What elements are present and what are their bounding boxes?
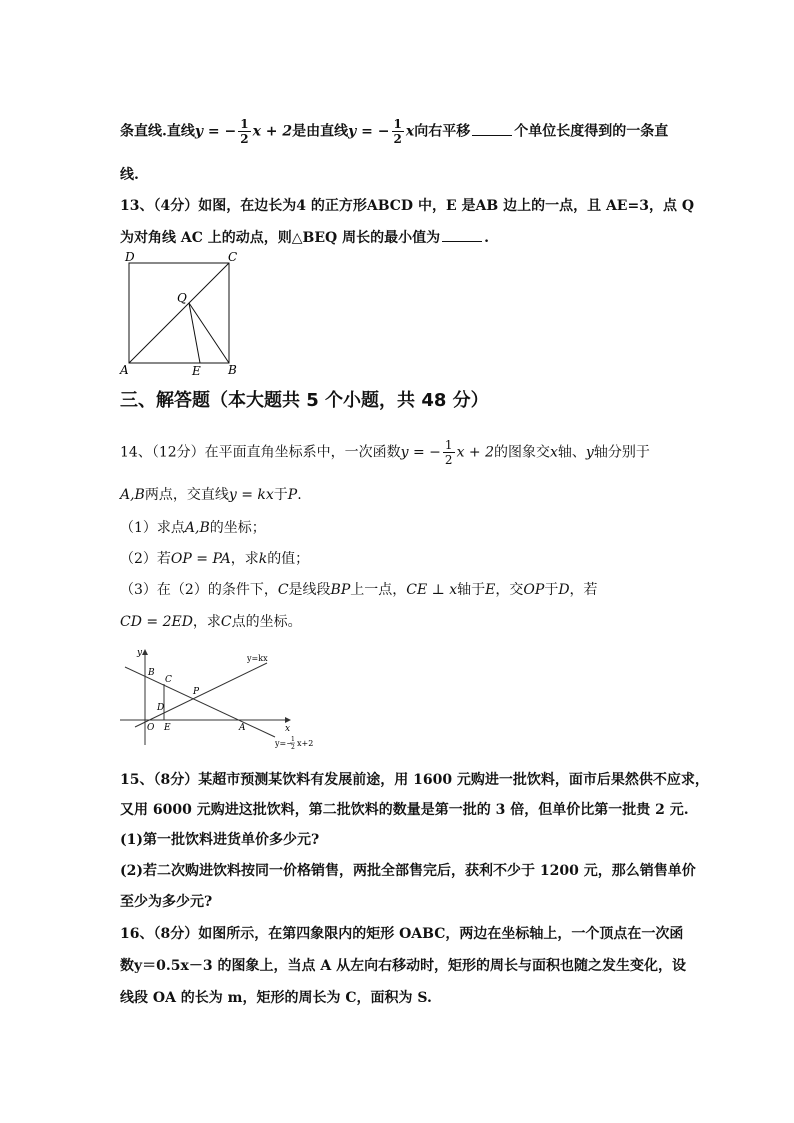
q15-line-5: 至少为多少元? — [120, 894, 213, 910]
label-a: A — [120, 363, 129, 377]
label-y-axis: y — [137, 648, 143, 658]
y-axis-arrow — [142, 649, 148, 655]
label-b: B — [148, 668, 155, 678]
text: （3）在（2）的条件下， — [120, 582, 278, 598]
equation-left: y = − — [348, 123, 390, 140]
text: 于 — [544, 582, 559, 598]
numerator: 1 — [393, 117, 402, 131]
denominator: 2 — [393, 132, 402, 146]
label-b: B — [228, 363, 237, 377]
text: （1）求点 — [120, 520, 185, 536]
numerator: 1 — [240, 117, 249, 131]
text: 上一点， — [350, 582, 407, 598]
denominator: 2 — [240, 132, 249, 146]
var: C — [220, 614, 232, 630]
text: 为对角线 AC 上的动点，则△BEQ 周长的最小值为 — [120, 230, 441, 246]
q15-line-4: (2)若二次购进饮料按同一价格销售，两批全部售完后，获利不少于 1200 元，那么销售单价 — [120, 863, 696, 879]
label-o: O — [147, 723, 155, 733]
label-e: E — [192, 364, 201, 378]
text: 轴于 — [457, 582, 486, 598]
diagonal-ac — [129, 263, 229, 363]
q16-line-3: 线段 OA 的长为 m，矩形的周长为 C，面积为 S. — [120, 990, 432, 1006]
label-line2-b: x+2 — [297, 739, 314, 748]
text: 向右平移 — [414, 123, 471, 140]
equation-right: x — [405, 123, 415, 140]
text: ，交 — [495, 582, 524, 598]
label-e: E — [164, 723, 171, 733]
text: ，若 — [569, 582, 598, 598]
q15-line-1: 15、（8分）某超市预测某饮料有发展前途，用 1600 元购进一批饮料，面市后果然供不应求， — [120, 772, 709, 788]
q15-line-2: 又用 6000 元购进这批饮料，第二批饮料的数量是第一批的 3 倍，但单价比第一批贵 2 元. — [120, 802, 689, 818]
q14-part-2 — [120, 549, 309, 569]
label-q: Q — [177, 291, 187, 305]
fraction — [392, 117, 404, 146]
text: 两点，交直线 — [144, 487, 229, 503]
q14-line-1 — [120, 438, 650, 467]
var: P — [287, 487, 298, 503]
var: CD = 2ED — [120, 614, 193, 630]
q14-part-3 — [120, 580, 598, 600]
q14-coordinate-figure — [115, 645, 314, 755]
text: ，求 — [192, 614, 221, 630]
text: 的值； — [267, 551, 310, 567]
q13-square-figure — [115, 248, 245, 378]
label-line-kx: y=kx — [247, 654, 268, 663]
label-c: C — [165, 675, 172, 685]
var: A,B — [184, 520, 210, 536]
var: OP = PA — [170, 551, 231, 567]
line-y-kx — [135, 663, 267, 727]
label-d: D — [157, 703, 165, 713]
equation-left: y = − — [194, 123, 237, 140]
var: E — [485, 582, 496, 598]
var: C — [277, 582, 289, 598]
label-a: A — [239, 723, 246, 733]
var: BP — [330, 582, 351, 598]
fraction — [238, 117, 250, 146]
answer-blank — [442, 229, 482, 242]
text: 个单位长度得到的一条直 — [514, 123, 669, 140]
label-line2-den: 2 — [291, 744, 295, 751]
var: y — [585, 444, 594, 461]
var: k — [258, 551, 268, 567]
var: CE ⊥ x — [406, 582, 458, 598]
text: 条直线.直线 — [120, 123, 195, 140]
text: . — [484, 230, 489, 246]
var: x — [550, 444, 558, 461]
section-heading: 三、解答题（本大题共 5 个小题，共 48 分） — [120, 390, 489, 411]
var: y = kx — [228, 487, 274, 503]
q16-line-1: 16、（8分）如图所示，在第四象限内的矩形 OABC，两边在坐标轴上，一个顶点在一次函 — [120, 926, 684, 942]
text: 是由直线 — [292, 123, 349, 140]
var: D — [558, 582, 570, 598]
q14-line-2 — [120, 485, 302, 505]
label-line2-a: y=− — [275, 739, 293, 748]
var: A,B — [120, 487, 145, 503]
continued-line-2: 线. — [120, 167, 139, 183]
text: ，求 — [230, 551, 259, 567]
var: OP — [523, 582, 545, 598]
text: 14、（12分）在平面直角坐标系中，一次函数 — [120, 444, 401, 461]
equation-right: x + 2 — [252, 123, 293, 140]
text: 轴、 — [557, 444, 586, 461]
q16-line-2: 数y＝0.5x－3 的图象上，当点 A 从左向右移动时，矩形的周长与面积也随之发生变化，设 — [120, 958, 687, 974]
text: . — [297, 487, 302, 503]
denominator: 2 — [444, 453, 453, 467]
continued-line-1 — [120, 117, 668, 146]
numerator: 1 — [444, 438, 453, 452]
text: 的坐标； — [209, 520, 266, 536]
x-axis-arrow — [285, 717, 291, 723]
label-p: P — [193, 687, 200, 697]
text: 是线段 — [288, 582, 331, 598]
fraction — [443, 438, 455, 467]
answer-blank — [472, 123, 512, 136]
text: 点的坐标。 — [231, 614, 302, 630]
text: 的图象交 — [494, 444, 550, 461]
q14-part-1 — [120, 518, 266, 538]
q15-line-3: (1)第一批饮料进货单价多少元? — [120, 832, 320, 848]
q14-part-3-cont — [120, 612, 302, 632]
label-x-axis: x — [285, 724, 291, 734]
q13-line-2 — [120, 228, 489, 248]
text: （2）若 — [120, 551, 171, 567]
equation-right: x + 2 — [456, 444, 494, 461]
text: 于 — [273, 487, 288, 503]
label-d: D — [125, 250, 135, 264]
label-line2-num: 1 — [291, 736, 295, 743]
label-c: C — [228, 250, 238, 264]
equation-left: y = − — [400, 444, 441, 461]
text: 轴分别于 — [593, 444, 650, 461]
q13-line-1: 13、（4分）如图，在边长为4 的正方形ABCD 中，E 是AB 边上的一点，且 AE=3，点 Q — [120, 198, 695, 214]
